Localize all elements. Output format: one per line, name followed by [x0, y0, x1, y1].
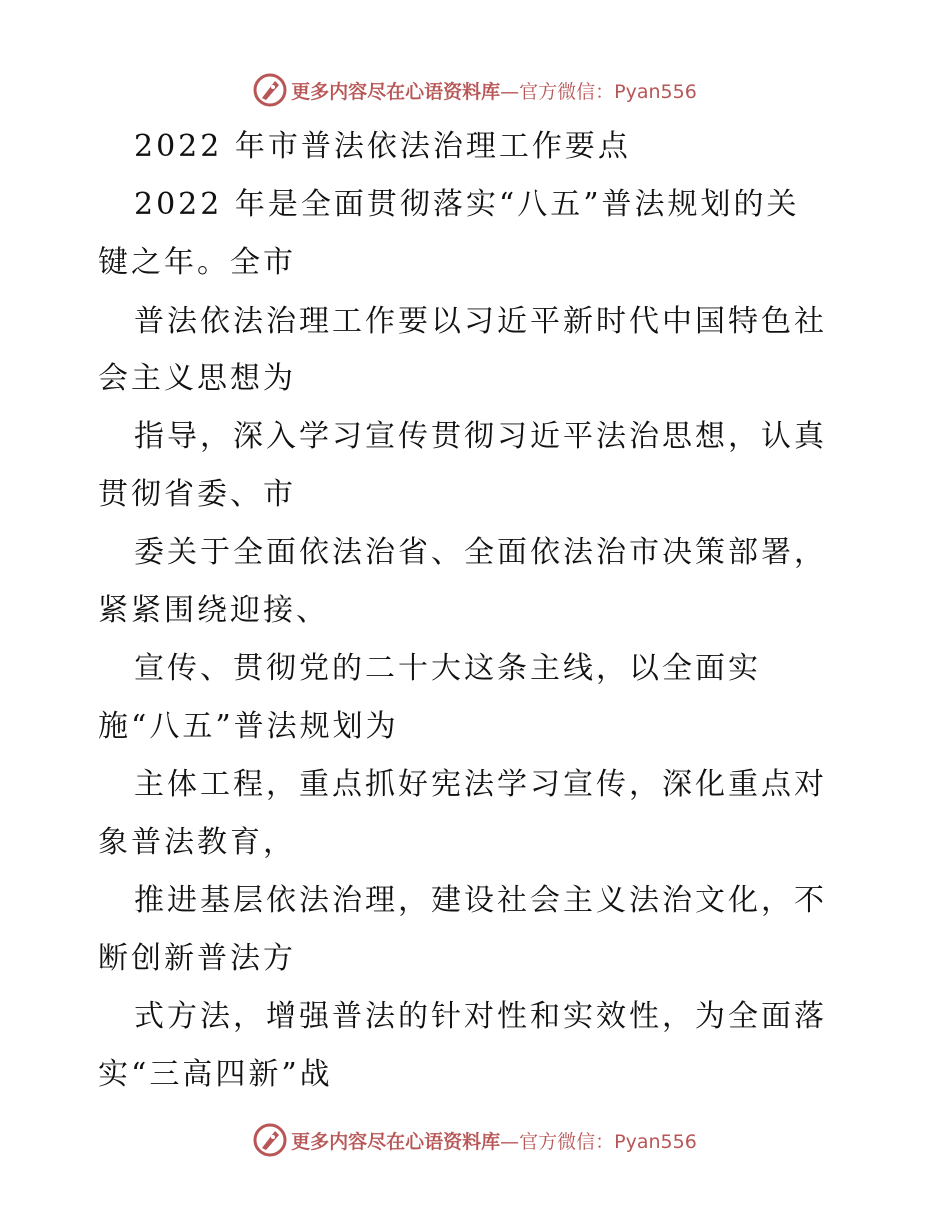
paragraph-line: 式方法，增强普法的针对性和实效性，为全面落 — [134, 999, 827, 1034]
paragraph-line: 象普法教育， — [98, 825, 296, 860]
document-title: 2022 年市普法依法治理工作要点 — [134, 129, 631, 164]
footer-banner — [0, 1120, 950, 1160]
paragraph-line: 实“三高四新”战 — [98, 1057, 333, 1092]
header-banner — [0, 70, 950, 110]
banner-wechat-text: 官方微信：Pyan556 — [519, 1130, 697, 1153]
pen-nib-seal-icon — [253, 1123, 287, 1157]
banner-wechat-text: 官方微信：Pyan556 — [519, 80, 697, 103]
banner-main-text: 更多内容尽在心语资料库 — [291, 1130, 501, 1153]
pen-nib-seal-icon — [253, 73, 287, 107]
paragraph-line: 普法依法治理工作要以习近平新时代中国特色社 — [134, 304, 827, 339]
paragraph-line: 主体工程，重点抓好宪法学习宣传，深化重点对 — [134, 767, 827, 802]
paragraph-line: 断创新普法方 — [98, 941, 296, 976]
banner-dash: — — [500, 80, 520, 103]
banner-text — [291, 1127, 697, 1154]
paragraph-line: 2022 年是全面贯彻落实“八五”普法规划的关 — [134, 187, 800, 222]
paragraph-line: 推进基层依法治理，建设社会主义法治文化，不 — [134, 883, 827, 918]
paragraph-line: 贯彻省委、市 — [98, 477, 296, 512]
paragraph-line: 指导，深入学习宣传贯彻习近平法治思想，认真 — [134, 419, 827, 454]
paragraph-line: 键之年。全市 — [98, 245, 296, 280]
banner-dash: — — [500, 1130, 520, 1153]
paragraph-line: 会主义思想为 — [98, 361, 296, 396]
banner-text — [291, 77, 697, 104]
banner-main-text: 更多内容尽在心语资料库 — [291, 80, 501, 103]
paragraph-line: 委关于全面依法治省、全面依法治市决策部署， — [134, 535, 827, 570]
paragraph-line: 紧紧围绕迎接、 — [98, 593, 329, 628]
paragraph-line: 施“八五”普法规划为 — [98, 709, 399, 744]
paragraph-line: 宣传、贯彻党的二十大这条主线，以全面实 — [134, 651, 761, 686]
